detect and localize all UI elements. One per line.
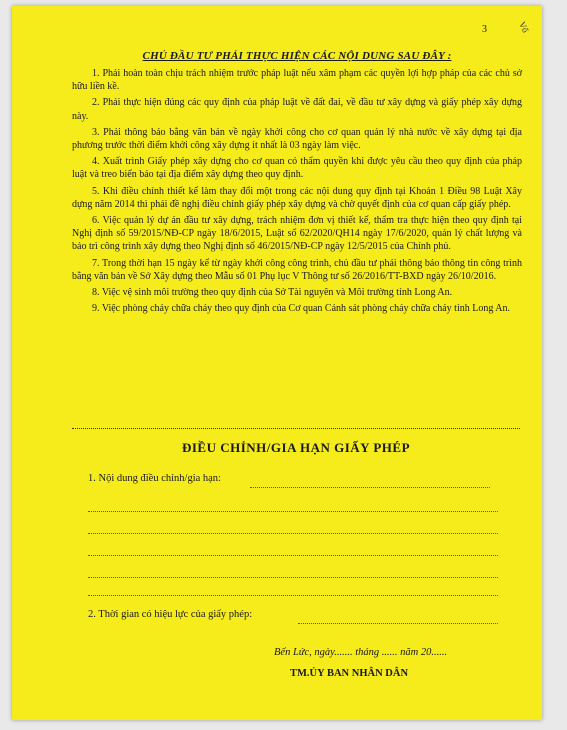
obligation-item-1: 1. Phải hoàn toàn chịu trách nhiệm trước pháp luật nếu xâm phạm các quyền lợi hợp pháp của các chủ sở hữu liền kề.: [72, 68, 522, 93]
obligation-item-6: 6. Việc quản lý dự án đầu tư xây dựng, trách nhiệm đơn vị thiết kế, thẩm tra thực hiện theo quy định tại Nghị định số 59/2015/NĐ-CP ngày 18/6/2015, Luật số 62/2020/QH14 ngày 17/6/2020, quản lý chất lượng và bảo trì công trình xây dựng theo Nghị định số 46/2015/NĐ-CP ngày 12/5/2015 của Chính phủ.: [72, 215, 522, 253]
page-number: 3: [482, 24, 487, 35]
validity-label: 2. Thời gian có hiệu lực của giấy phép:: [88, 609, 253, 620]
obligation-item-7: 7. Trong thời hạn 15 ngày kể từ ngày khởi công công trình, chủ đầu tư phải thông báo thông tin công trình bằng văn bản về Sở Xây dựng theo Mẫu số 01 Phụ lục V Thông tư số 26/2016/TT-BXD ngày 26/10/2016.: [72, 257, 522, 282]
content-dotted-line-5: [88, 577, 498, 578]
adjustment-title: ĐIỀU CHỈNH/GIA HẠN GIẤY PHÉP: [181, 440, 411, 455]
validity-dotted-line: [298, 623, 498, 624]
obligations-section: [72, 50, 522, 318]
section-divider: [72, 428, 520, 429]
content-dotted-line-1: [250, 487, 490, 488]
content-dotted-line-6: [88, 595, 498, 596]
obligation-item-2: 2. Phải thực hiện đúng các quy định của pháp luật về đất đai, về đầu tư xây dựng và giấy phép xây dựng này.: [72, 97, 522, 122]
signature-date-line: Bến Lức, ngày....... tháng ...... năm 20......: [274, 647, 448, 658]
signature-organization: TM.ỦY BAN NHÂN DÂN: [290, 668, 409, 679]
content-dotted-line-2: [88, 511, 498, 512]
permit-page: [12, 6, 542, 720]
adjustment-content-label: 1. Nội dung điều chỉnh/gia hạn:: [88, 473, 221, 484]
obligation-item-8: 8. Việc vệ sinh môi trường theo quy định của Sở Tài nguyên và Môi trường tỉnh Long An.: [92, 287, 453, 299]
obligation-item-3: 3. Phải thông báo bằng văn bản về ngày khởi công cho cơ quan quản lý nhà nước về xây dựng tại địa phương trước thời điểm khởi công xây dựng ít nhất là 03 ngày làm việc.: [72, 126, 522, 152]
content-dotted-line-4: [88, 555, 498, 556]
content-dotted-line-3: [88, 533, 498, 534]
obligation-item-5: 5. Khi điều chỉnh thiết kế làm thay đổi một trong các nội dung quy định tại Khoản 1 Điều 98 Luật Xây dựng năm 2014 thì phải đề nghị điều chỉnh giấy phép xây dựng và chờ quyết định của cơ quan cấp giấy phép.: [72, 185, 522, 210]
obligations-heading: CHỦ ĐẦU TƯ PHẢI THỰC HIỆN CÁC NỘI DUNG SAU ĐÂY :: [142, 50, 452, 62]
edge-text-fragment: Vố: [516, 20, 531, 35]
obligation-item-4: 4. Xuất trình Giấy phép xây dựng cho cơ quan có thẩm quyền khi được yêu cầu theo quy định của pháp luật và treo biển báo tại địa điểm xây dựng theo quy định.: [72, 156, 522, 181]
obligation-item-9: 9. Việc phòng cháy chữa cháy theo quy định của Cơ quan Cảnh sát phòng cháy chữa cháy tỉnh Long An.: [92, 303, 511, 315]
